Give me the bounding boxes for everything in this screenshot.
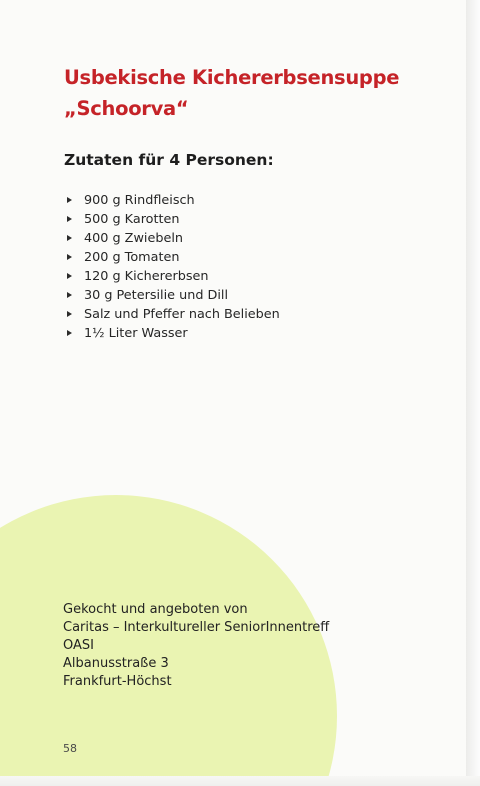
bullet-triangle-icon bbox=[67, 216, 72, 222]
credit-line: OASI bbox=[63, 638, 94, 653]
credit-block bbox=[63, 601, 329, 691]
page-number: 58 bbox=[63, 742, 77, 755]
page-bottom-edge bbox=[0, 776, 480, 786]
credit-line: Frankfurt-Höchst bbox=[63, 674, 172, 689]
credit-line: Gekocht und angeboten von bbox=[63, 602, 248, 617]
bullet-triangle-icon bbox=[67, 292, 72, 298]
bullet-triangle-icon bbox=[67, 254, 72, 260]
ingredient-text: 1½ Liter Wasser bbox=[84, 326, 188, 341]
recipe-title-line: „Schoorva“ bbox=[64, 97, 189, 120]
bullet-triangle-icon bbox=[67, 197, 72, 203]
ingredient-text: 500 g Karotten bbox=[84, 212, 180, 227]
page-edge-shadow bbox=[466, 0, 480, 786]
recipe-title bbox=[64, 62, 399, 124]
credit-line: Albanusstraße 3 bbox=[63, 656, 169, 671]
ingredient-text: 30 g Petersilie und Dill bbox=[84, 288, 229, 303]
credit-line: Caritas – Interkultureller SeniorInnentreff bbox=[63, 620, 330, 635]
ingredient-text: 400 g Zwiebeln bbox=[84, 231, 184, 246]
recipe-title-line: Usbekische Kichererbsensuppe bbox=[64, 66, 400, 89]
bullet-triangle-icon bbox=[67, 311, 72, 317]
bullet-triangle-icon bbox=[67, 235, 72, 241]
ingredient-text: 900 g Rindfleisch bbox=[84, 193, 195, 208]
bullet-triangle-icon bbox=[67, 273, 72, 279]
ingredient-text: 200 g Tomaten bbox=[84, 250, 180, 265]
ingredient-text: Salz und Pfeffer nach Belieben bbox=[84, 307, 280, 322]
ingredient-text: 120 g Kichererbsen bbox=[84, 269, 209, 284]
servings-heading: Zutaten für 4 Personen: bbox=[64, 151, 274, 169]
bullet-triangle-icon bbox=[67, 330, 72, 336]
